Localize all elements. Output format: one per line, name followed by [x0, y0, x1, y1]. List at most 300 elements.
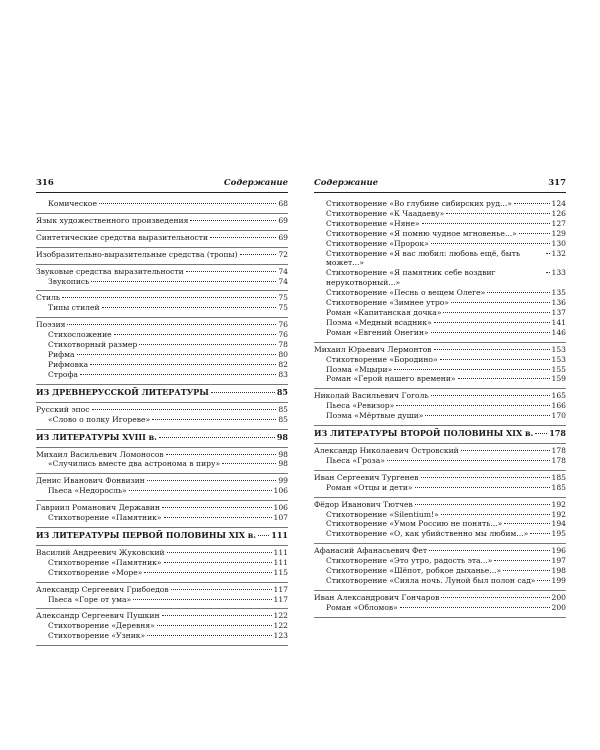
toc-entry-page: 74	[278, 266, 288, 276]
toc-subentry	[36, 330, 288, 340]
toc-entry-page: 123	[273, 631, 288, 641]
toc-entry-page: 137	[551, 307, 566, 317]
dot-leader	[62, 297, 276, 298]
dot-leader	[415, 504, 550, 505]
toc-entry-page: 75	[278, 293, 288, 303]
toc-entry-page: 98	[276, 431, 288, 442]
toc-entry-title: Поэма «Мёртвые души»	[326, 411, 424, 421]
toc-entry-title: Пьеса «Ревизор»	[326, 401, 395, 411]
toc-subentry	[36, 360, 288, 370]
toc-subentry	[36, 459, 288, 469]
toc-section-heading	[36, 387, 288, 398]
toc-group	[36, 403, 288, 430]
toc-subentry	[314, 249, 566, 269]
toc-section-heading	[36, 530, 288, 541]
toc-entry-page: 135	[551, 288, 566, 298]
toc-entry-page: 165	[551, 391, 566, 401]
toc-entry	[36, 476, 288, 486]
toc-subentry	[314, 519, 566, 529]
toc-entry-page: 107	[273, 513, 288, 523]
toc-entry-page: 197	[551, 556, 566, 566]
toc-entry-page: 132	[551, 248, 566, 258]
toc-subentry	[36, 486, 288, 496]
toc-entry-title: Михаил Васильевич Ломоносов	[36, 449, 164, 459]
dot-leader	[422, 223, 550, 224]
toc-entry-page: 69	[278, 215, 288, 225]
left-toc-list	[36, 197, 288, 646]
dot-leader	[77, 354, 277, 355]
toc-entry-title: Стихотворение «Шёпот, робкое дыханье...»	[326, 566, 502, 576]
dot-leader	[434, 349, 550, 350]
dot-leader	[431, 243, 550, 244]
left-page	[36, 178, 288, 646]
toc-entry-page: 126	[551, 208, 566, 218]
toc-entry-title: Типы стилей	[48, 303, 100, 313]
left-header-title: Содержание	[223, 178, 288, 188]
toc-group	[36, 231, 288, 248]
toc-subentry	[36, 199, 288, 209]
toc-entry-page: 76	[278, 330, 288, 340]
dot-leader	[440, 359, 550, 360]
toc-subentry	[36, 568, 288, 578]
toc-group	[314, 471, 566, 498]
toc-entry	[36, 320, 288, 330]
toc-entry-title: Александр Николаевич Островский	[314, 446, 459, 456]
toc-entry-title: Стихотворение «Море»	[48, 567, 143, 577]
toc-entry	[314, 546, 566, 556]
toc-entry	[36, 233, 288, 243]
toc-entry-title: Стихотворение «Зимнее утро»	[326, 298, 449, 308]
toc-entry-title: Стихотворение «Памятник»	[48, 557, 162, 567]
toc-entry-title: Пьеса «Гроза»	[326, 455, 385, 465]
dot-leader	[546, 272, 550, 273]
toc-entry-title: Стихотворение «Silentium!»	[326, 509, 439, 519]
toc-entry-title: Звуковые средства выразительности	[36, 266, 184, 276]
toc-entry-title: Язык художественного произведения	[36, 215, 189, 225]
toc-entry-page: 122	[273, 611, 288, 621]
toc-entry-page: 111	[273, 557, 288, 567]
dot-leader	[186, 271, 277, 272]
toc-entry-page: 146	[551, 327, 566, 337]
toc-entry-page: 127	[551, 218, 566, 228]
toc-subentry	[36, 277, 288, 287]
dot-leader	[139, 344, 276, 345]
toc-subentry	[314, 318, 566, 328]
toc-entry-title: Александр Сергеевич Грибоедов	[36, 584, 169, 594]
toc-subentry	[314, 510, 566, 520]
toc-subentry	[314, 328, 566, 338]
toc-entry-page: 159	[551, 374, 566, 384]
toc-entry	[36, 293, 288, 303]
toc-entry-title: Роман «Капитанская дочка»	[326, 307, 442, 317]
toc-entry-page: 155	[551, 364, 566, 374]
toc-group	[314, 591, 566, 618]
dot-leader	[159, 437, 275, 438]
toc-entry-page: 85	[278, 414, 288, 424]
toc-entry-page: 166	[551, 401, 566, 411]
toc-entry-title: Пьеса «Недоросль»	[48, 486, 127, 496]
toc-entry-title: Рифма	[48, 349, 75, 359]
toc-group	[36, 291, 288, 318]
toc-entry	[314, 473, 566, 483]
toc-entry-page: 200	[551, 592, 566, 602]
toc-entry-page: 82	[278, 359, 288, 369]
toc-entry-page: 153	[551, 344, 566, 354]
toc-entry-title: Михаил Юрьевич Лермонтов	[314, 344, 432, 354]
toc-entry-page: 185	[551, 482, 566, 492]
toc-entry	[36, 548, 288, 558]
toc-subentry	[314, 308, 566, 318]
toc-subentry	[36, 370, 288, 380]
right-header-title: Содержание	[314, 178, 379, 188]
toc-entry-title: Стихотворение «Няне»	[326, 218, 420, 228]
dot-leader	[441, 514, 550, 515]
toc-entry-title: Роман «Евгений Онегин»	[326, 327, 429, 337]
toc-subentry	[314, 401, 566, 411]
toc-entry-page: 178	[551, 446, 566, 456]
toc-subentry	[314, 219, 566, 229]
dot-leader	[162, 507, 271, 508]
dot-leader	[487, 292, 549, 293]
toc-entry-title: Комическое	[48, 199, 97, 208]
dot-leader	[434, 322, 550, 323]
toc-entry-page: 170	[551, 411, 566, 421]
toc-group	[36, 501, 288, 528]
toc-entry-title: Русский эпос	[36, 404, 90, 414]
left-page-number: 316	[36, 178, 54, 188]
toc-entry-title: Поэма «Мцыри»	[326, 364, 393, 374]
toc-entry	[36, 250, 288, 260]
toc-subentry	[314, 239, 566, 249]
toc-subentry	[314, 483, 566, 493]
toc-entry-title: «Слово о полку Игореве»	[48, 414, 151, 424]
toc-group	[36, 197, 288, 214]
right-toc-list	[314, 197, 566, 618]
dot-leader	[431, 395, 550, 396]
right-page-header	[314, 178, 566, 193]
toc-entry-title: Стихотворение «Узник»	[48, 631, 146, 641]
toc-entry-title: Фёдор Иванович Тютчев	[314, 499, 413, 509]
toc-group	[36, 583, 288, 610]
toc-entry-title: Поэма «Медный всадник»	[326, 317, 432, 327]
toc-entry-title: ИЗ ЛИТЕРАТУРЫ ВТОРОЙ ПОЛОВИНЫ XIX в.	[314, 428, 534, 439]
toc-subentry	[314, 199, 566, 209]
dot-leader	[546, 253, 550, 254]
toc-entry-title: Рифмовка	[48, 359, 89, 369]
dot-leader	[129, 490, 272, 491]
toc-entry	[36, 216, 288, 226]
dot-leader	[157, 625, 272, 626]
toc-entry-page: 133	[551, 268, 566, 278]
toc-entry-title: Николай Васильевич Гоголь	[314, 391, 429, 401]
dot-leader	[152, 419, 276, 420]
toc-entry-page: 111	[271, 529, 288, 540]
dot-leader	[421, 477, 550, 478]
toc-entry-page: 85	[276, 386, 288, 397]
toc-entry-page: 117	[273, 594, 288, 604]
toc-entry-title: ИЗ ДРЕВНЕРУССКОЙ ЛИТЕРАТУРЫ	[36, 386, 209, 397]
dot-leader	[90, 364, 276, 365]
dot-leader	[147, 480, 277, 481]
dot-leader	[461, 450, 550, 451]
dot-leader	[441, 597, 549, 598]
toc-subentry	[314, 529, 566, 539]
toc-entry-title: Стихотворение «Пророк»	[326, 238, 429, 248]
toc-entry-page: 198	[551, 566, 566, 576]
dot-leader	[144, 572, 271, 573]
toc-entry-title: Стихотворение «О, как убийственно мы любим...»	[326, 529, 529, 539]
toc-entry-page: 178	[551, 455, 566, 465]
toc-entry-page: 106	[273, 486, 288, 496]
dot-leader	[431, 332, 550, 333]
toc-entry-title: Стихотворение «Памятник»	[48, 513, 162, 523]
toc-entry-page: 72	[278, 249, 288, 259]
dot-leader	[164, 562, 272, 563]
toc-entry-title: Стихотворение «Бородино»	[326, 354, 438, 364]
toc-entry-page: 98	[278, 449, 288, 459]
dot-leader	[92, 409, 277, 410]
toc-group	[36, 265, 288, 292]
toc-subentry	[314, 355, 566, 365]
toc-subentry	[314, 556, 566, 566]
toc-entry	[36, 450, 288, 460]
dot-leader	[396, 405, 549, 406]
toc-entry-title: ИЗ ЛИТЕРАТУРЫ ПЕРВОЙ ПОЛОВИНЫ XIX в.	[36, 529, 257, 540]
toc-group	[36, 248, 288, 265]
toc-entry-page: 192	[551, 509, 566, 519]
dot-leader	[387, 460, 550, 461]
toc-entry-title: Стихотворение «Деревня»	[48, 621, 155, 631]
toc-entry-title: Стиль	[36, 293, 61, 303]
toc-subentry	[36, 558, 288, 568]
dot-leader	[171, 589, 272, 590]
toc-section-heading	[314, 428, 566, 439]
toc-entry	[36, 405, 288, 415]
toc-subentry	[314, 209, 566, 219]
toc-subentry	[36, 595, 288, 605]
dot-leader	[162, 615, 272, 616]
toc-group	[36, 430, 288, 448]
toc-subentry	[314, 456, 566, 466]
toc-group	[36, 318, 288, 384]
toc-entry-page: 111	[273, 547, 288, 557]
toc-entry-page: 185	[551, 472, 566, 482]
toc-subentry	[314, 411, 566, 421]
toc-entry-title: Иван Александрович Гончаров	[314, 592, 440, 602]
dot-leader	[164, 517, 272, 518]
dot-leader	[147, 635, 271, 636]
toc-entry-page: 98	[278, 459, 288, 469]
dot-leader	[415, 487, 550, 488]
toc-entry-title: Роман «Отцы и дети»	[326, 482, 413, 492]
dot-leader	[222, 463, 276, 464]
toc-subentry	[314, 268, 566, 288]
toc-entry-title: «Случились вместе два астронома в пиру»	[48, 459, 221, 469]
toc-entry-page: 68	[278, 199, 288, 208]
toc-entry-page: 69	[278, 232, 288, 242]
toc-entry	[314, 500, 566, 510]
toc-subentry	[36, 621, 288, 631]
toc-entry-title: ИЗ ЛИТЕРАТУРЫ XVIII в.	[36, 431, 157, 442]
toc-entry-page: 192	[551, 499, 566, 509]
toc-entry	[314, 446, 566, 456]
dot-leader	[494, 560, 549, 561]
toc-entry-page: 85	[278, 404, 288, 414]
dot-leader	[535, 433, 547, 434]
dot-leader	[530, 533, 549, 534]
toc-group	[314, 426, 566, 444]
toc-entry-title: Гавриил Романович Державин	[36, 503, 161, 513]
toc-subentry	[36, 415, 288, 425]
toc-group	[36, 448, 288, 475]
toc-entry-title: Стихотворение «Песнь о вещем Олеге»	[326, 288, 486, 298]
right-page-number: 317	[548, 178, 566, 188]
toc-group	[314, 343, 566, 390]
toc-entry-title: Денис Иванович Фонвизин	[36, 476, 145, 486]
right-page	[314, 178, 566, 618]
toc-entry-page: 74	[278, 276, 288, 286]
dot-leader	[514, 203, 550, 204]
dot-leader	[429, 550, 549, 551]
toc-subentry	[36, 340, 288, 350]
toc-entry-title: Звукопись	[48, 276, 90, 286]
dot-leader	[519, 233, 550, 234]
toc-entry-page: 153	[551, 354, 566, 364]
toc-entry-page: 124	[551, 199, 566, 208]
toc-entry-page: 117	[273, 584, 288, 594]
toc-entry-title: Стихотворение «Во глубине сибирских руд...»	[326, 199, 512, 208]
toc-entry-page: 141	[551, 317, 566, 327]
dot-leader	[99, 203, 276, 204]
toc-entry-title: Пьеса «Горе от ума»	[48, 594, 132, 604]
toc-entry-title: Афанасий Афанасьевич Фет	[314, 546, 428, 556]
toc-entry-title: Изобразительно-выразительные средства (тропы)	[36, 249, 238, 259]
dot-leader	[190, 220, 276, 221]
toc-entry	[36, 503, 288, 513]
toc-entry-title: Стихотворение «Я помню чудное мгновенье...»	[326, 228, 517, 238]
toc-entry-page: 99	[278, 476, 288, 486]
toc-entry-title: Иван Сергеевич Тургенев	[314, 472, 419, 482]
toc-entry-title: Роман «Обломов»	[326, 602, 398, 612]
toc-entry-page: 130	[551, 238, 566, 248]
toc-entry-title: Синтетические средства выразительности	[36, 232, 209, 242]
toc-entry	[314, 391, 566, 401]
dot-leader	[258, 535, 269, 536]
left-page-header	[36, 178, 288, 193]
dot-leader	[80, 374, 276, 375]
dot-leader	[537, 580, 549, 581]
dot-leader	[458, 378, 550, 379]
toc-subentry	[36, 513, 288, 523]
toc-entry-title: Стихотворение «К Чаадаеву»	[326, 208, 445, 218]
dot-leader	[166, 454, 277, 455]
toc-group	[36, 528, 288, 546]
toc-group	[314, 389, 566, 426]
dot-leader	[102, 307, 277, 308]
toc-entry-title: Стихотворение «Сияла ночь. Луной был полон сад»	[326, 576, 536, 585]
dot-leader	[451, 302, 550, 303]
toc-subentry	[314, 576, 566, 586]
dot-leader	[114, 334, 277, 335]
toc-entry-title: Александр Сергеевич Пушкин	[36, 611, 160, 621]
dot-leader	[425, 415, 549, 416]
toc-entry-page: 200	[551, 602, 566, 612]
toc-entry-title: Василий Андреевич Жуковский	[36, 547, 165, 557]
toc-entry	[36, 611, 288, 621]
dot-leader	[210, 237, 276, 238]
toc-subentry	[314, 365, 566, 375]
toc-entry	[36, 267, 288, 277]
dot-leader	[91, 281, 276, 282]
toc-section-heading	[36, 432, 288, 443]
toc-subentry	[36, 303, 288, 313]
toc-group	[314, 197, 566, 343]
dot-leader	[443, 312, 549, 313]
toc-subentry	[314, 229, 566, 239]
toc-group	[314, 444, 566, 471]
dot-leader	[504, 523, 549, 524]
toc-entry-title: Стихотворение «Умом Россию не понять...»	[326, 519, 503, 529]
toc-subentry	[36, 350, 288, 360]
toc-entry-page: 136	[551, 298, 566, 308]
dot-leader	[503, 570, 549, 571]
toc-entry-page: 115	[273, 567, 288, 577]
toc-subentry	[314, 603, 566, 613]
toc-subentry	[314, 288, 566, 298]
dot-leader	[67, 324, 276, 325]
toc-group	[36, 214, 288, 231]
toc-entry-page: 80	[278, 349, 288, 359]
toc-entry	[314, 593, 566, 603]
dot-leader	[394, 369, 549, 370]
dot-leader	[240, 254, 277, 255]
toc-entry-title: Стихотворный размер	[48, 340, 138, 350]
toc-entry-title: Стихотворение «Я вас любил: любовь ещё, быть может...»	[326, 248, 521, 268]
toc-group	[314, 544, 566, 591]
toc-group	[36, 546, 288, 583]
toc-entry-title: Стихотворение «Это утро, радость эта...»	[326, 556, 493, 566]
toc-entry	[314, 345, 566, 355]
toc-entry-page: 129	[551, 228, 566, 238]
toc-entry-title: Поэзия	[36, 320, 66, 330]
toc-entry-page: 83	[278, 369, 288, 379]
toc-group	[36, 474, 288, 501]
dot-leader	[400, 607, 550, 608]
toc-entry-page: 199	[551, 576, 566, 585]
toc-entry-page: 178	[549, 428, 566, 439]
toc-entry-page: 75	[278, 303, 288, 313]
toc-subentry	[314, 374, 566, 384]
toc-entry-page: 196	[551, 546, 566, 556]
toc-group	[314, 498, 566, 545]
toc-subentry	[314, 298, 566, 308]
toc-entry-title: Строфа	[48, 369, 78, 379]
dot-leader	[133, 599, 271, 600]
dot-leader	[211, 392, 275, 393]
toc-entry-title: Стихосложение	[48, 330, 112, 340]
dot-leader	[446, 213, 549, 214]
dot-leader	[167, 552, 272, 553]
toc-entry-page: 78	[278, 340, 288, 350]
toc-entry-page: 76	[278, 320, 288, 330]
toc-entry-page: 194	[551, 519, 566, 529]
toc-subentry	[314, 566, 566, 576]
toc-entry-title: Стихотворение «Я памятник себе воздвиг нерукотворный...»	[326, 268, 496, 288]
toc-group	[36, 385, 288, 403]
toc-entry-page: 195	[551, 529, 566, 539]
toc-entry	[36, 585, 288, 595]
toc-entry-page: 122	[273, 621, 288, 631]
